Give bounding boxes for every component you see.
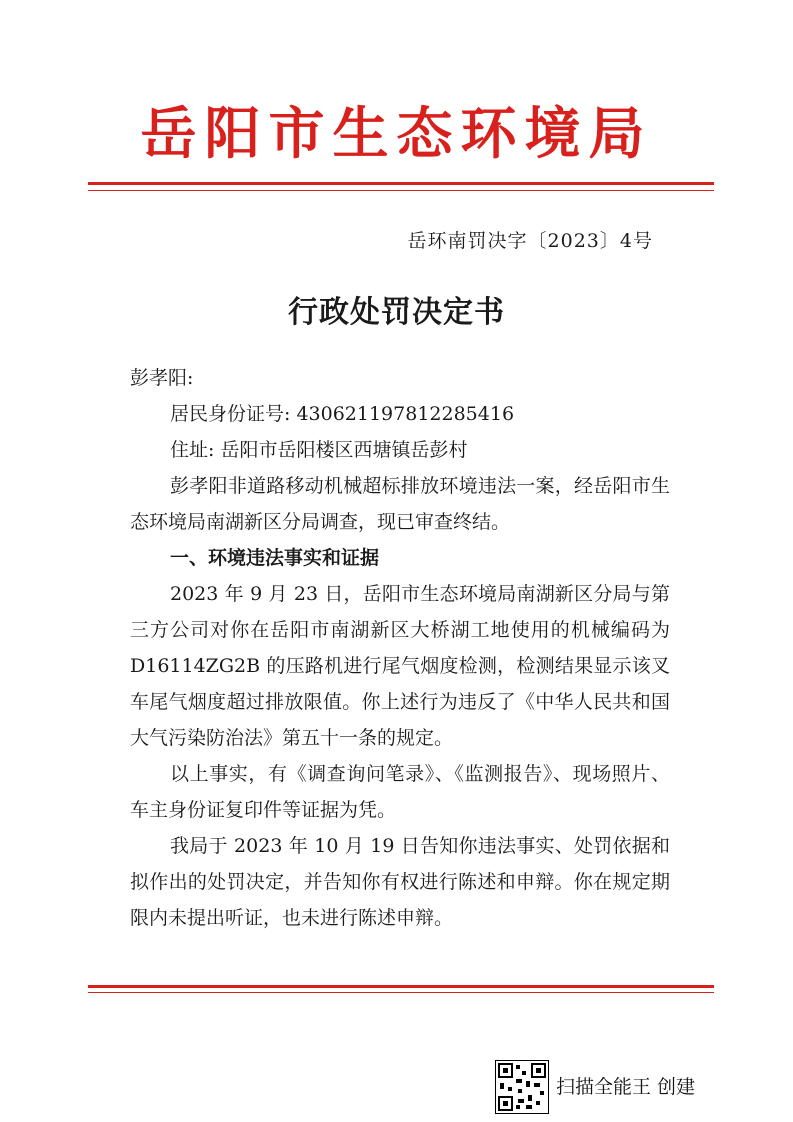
agency-header-title: 岳阳市生态环境局 <box>140 102 653 167</box>
document-number: 岳环南罚决字〔2023〕4号 <box>407 230 653 252</box>
evidence-paragraph: 以上事实，有《调查询问笔录》、《监测报告》、现场照片、车主身份证复印件等证据为凭。 <box>130 763 670 821</box>
notice-paragraph: 我局于 2023 年 10 月 19 日告知你违法事实、处罚依据和拟作出的处罚决定，并告知你有权进行陈述和申辩。你在规定期限内未提出听证，也未进行陈述申辩。 <box>130 835 670 929</box>
section-heading-facts: 一、环境违法事实和证据 <box>170 547 380 569</box>
header-red-line-thick <box>88 182 714 185</box>
intro-paragraph: 彭孝阳非道路移动机械超标排放环境违法一案，经岳阳市生态环境局南湖新区分局调查，现已审查终结。 <box>130 475 670 533</box>
footer-red-line-thick <box>88 985 714 988</box>
party-id-number: 居民身份证号: 430621197812285416 <box>170 403 515 425</box>
party-address: 住址: 岳阳市岳阳楼区西塘镇岳彭村 <box>170 439 468 461</box>
document-title: 行政处罚决定书 <box>288 295 505 330</box>
document-body <box>130 360 670 936</box>
qr-code-icon <box>495 1060 549 1114</box>
party-name: 彭孝阳: <box>130 367 194 389</box>
facts-paragraph: 2023 年 9 月 23 日，岳阳市生态环境局南湖新区分局与第三方公司对你在岳阳市南湖新区大桥湖工地使用的机械编码为 D16114ZG2B 的压路机进行尾气烟度检测，检测结果显示该叉车尾气烟度超过排放限值。你上述行为违反了《中华人民共和国大气污染防治法》第五十一条的规定。 <box>130 583 670 749</box>
header-red-line-thin <box>88 190 714 191</box>
scanner-watermark: 扫描全能王 创建 <box>556 1076 696 1098</box>
footer-red-line-thin <box>88 992 714 993</box>
